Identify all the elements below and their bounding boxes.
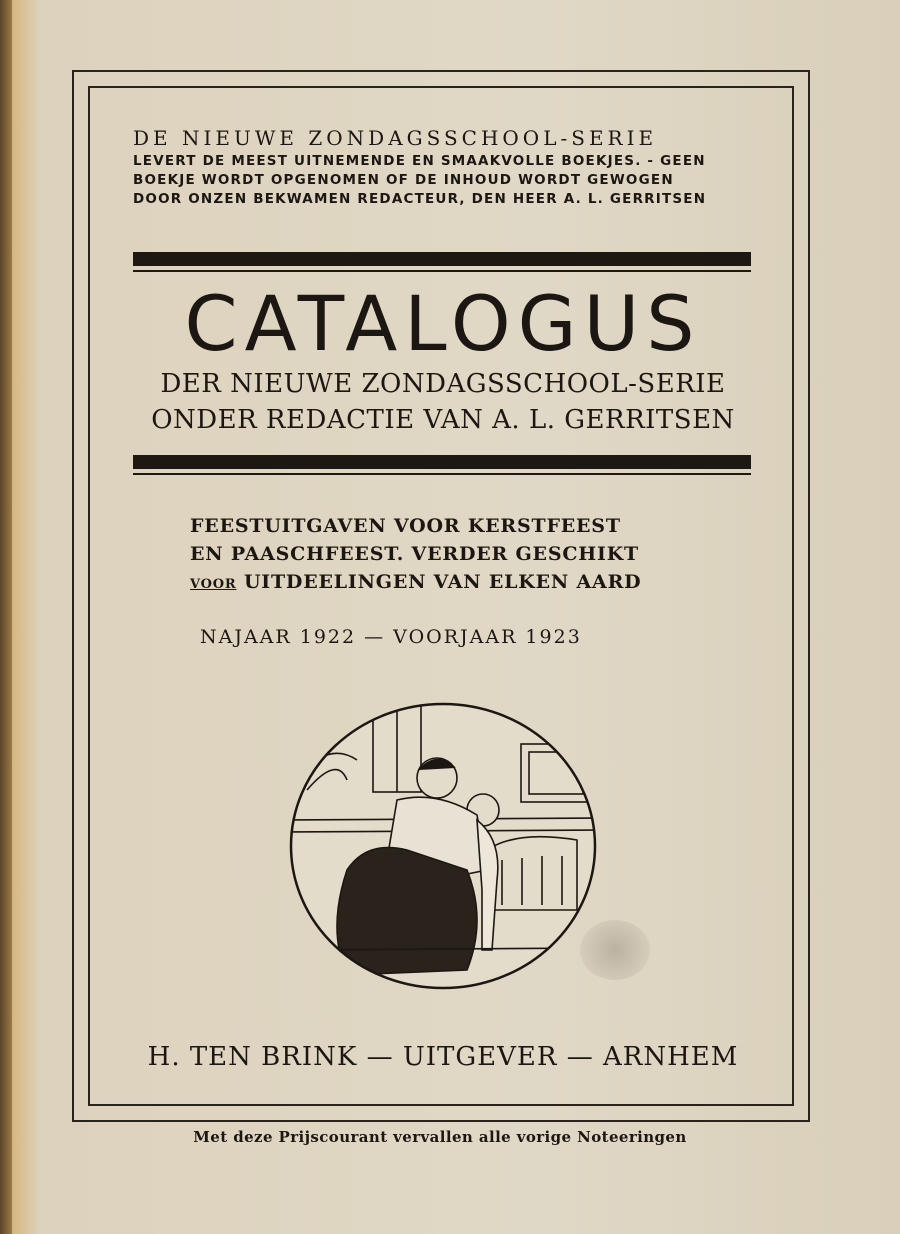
description-line-3-rest: UITDEELINGEN VAN ELKEN AARD: [243, 571, 642, 593]
description-voor: VOOR: [190, 577, 237, 592]
header-line-2: LEVERT DE MEEST UITNEMENDE EN SMAAKVOLLE BOEKJES. - GEEN: [133, 153, 706, 169]
header-line-4: DOOR ONZEN BEKWAMEN REDACTEUR, DEN HEER A. L. GERRITSEN: [133, 191, 707, 207]
subtitle-line-1: DER NIEUWE ZONDAGSSCHOOL-SERIE: [160, 369, 726, 399]
series-header: [133, 124, 753, 209]
description-line-1: FEESTUITGAVEN VOOR KERSTFEEST: [190, 515, 621, 537]
publisher-line: H. TEN BRINK — UITGEVER — ARNHEM: [147, 1042, 739, 1072]
description: [190, 512, 710, 599]
subtitle-line-2: ONDER REDACTIE VAN A. L. GERRITSEN: [151, 405, 735, 435]
mother-and-child-illustration: [287, 700, 599, 992]
top-divider: [133, 252, 751, 266]
bottom-divider: [133, 455, 751, 469]
description-line-2: EN PAASCHFEEST. VERDER GESCHIKT: [190, 543, 639, 565]
page-title: CATALOGUS: [184, 279, 702, 368]
subtitle: [133, 366, 753, 438]
footer-note: Met deze Prijscourant vervallen alle vorige Noteeringen: [193, 1128, 687, 1146]
paper-stain: [580, 920, 650, 980]
season-dates: NAJAAR 1922 — VOORJAAR 1923: [200, 626, 582, 648]
header-line-3: BOEKJE WORDT OPGENOMEN OF DE INHOUD WORDT GEWOGEN: [133, 172, 674, 188]
series-name: DE NIEUWE ZONDAGSSCHOOL-SERIE: [133, 126, 658, 150]
description-line-3: [190, 568, 710, 599]
book-spine: [0, 0, 12, 1234]
